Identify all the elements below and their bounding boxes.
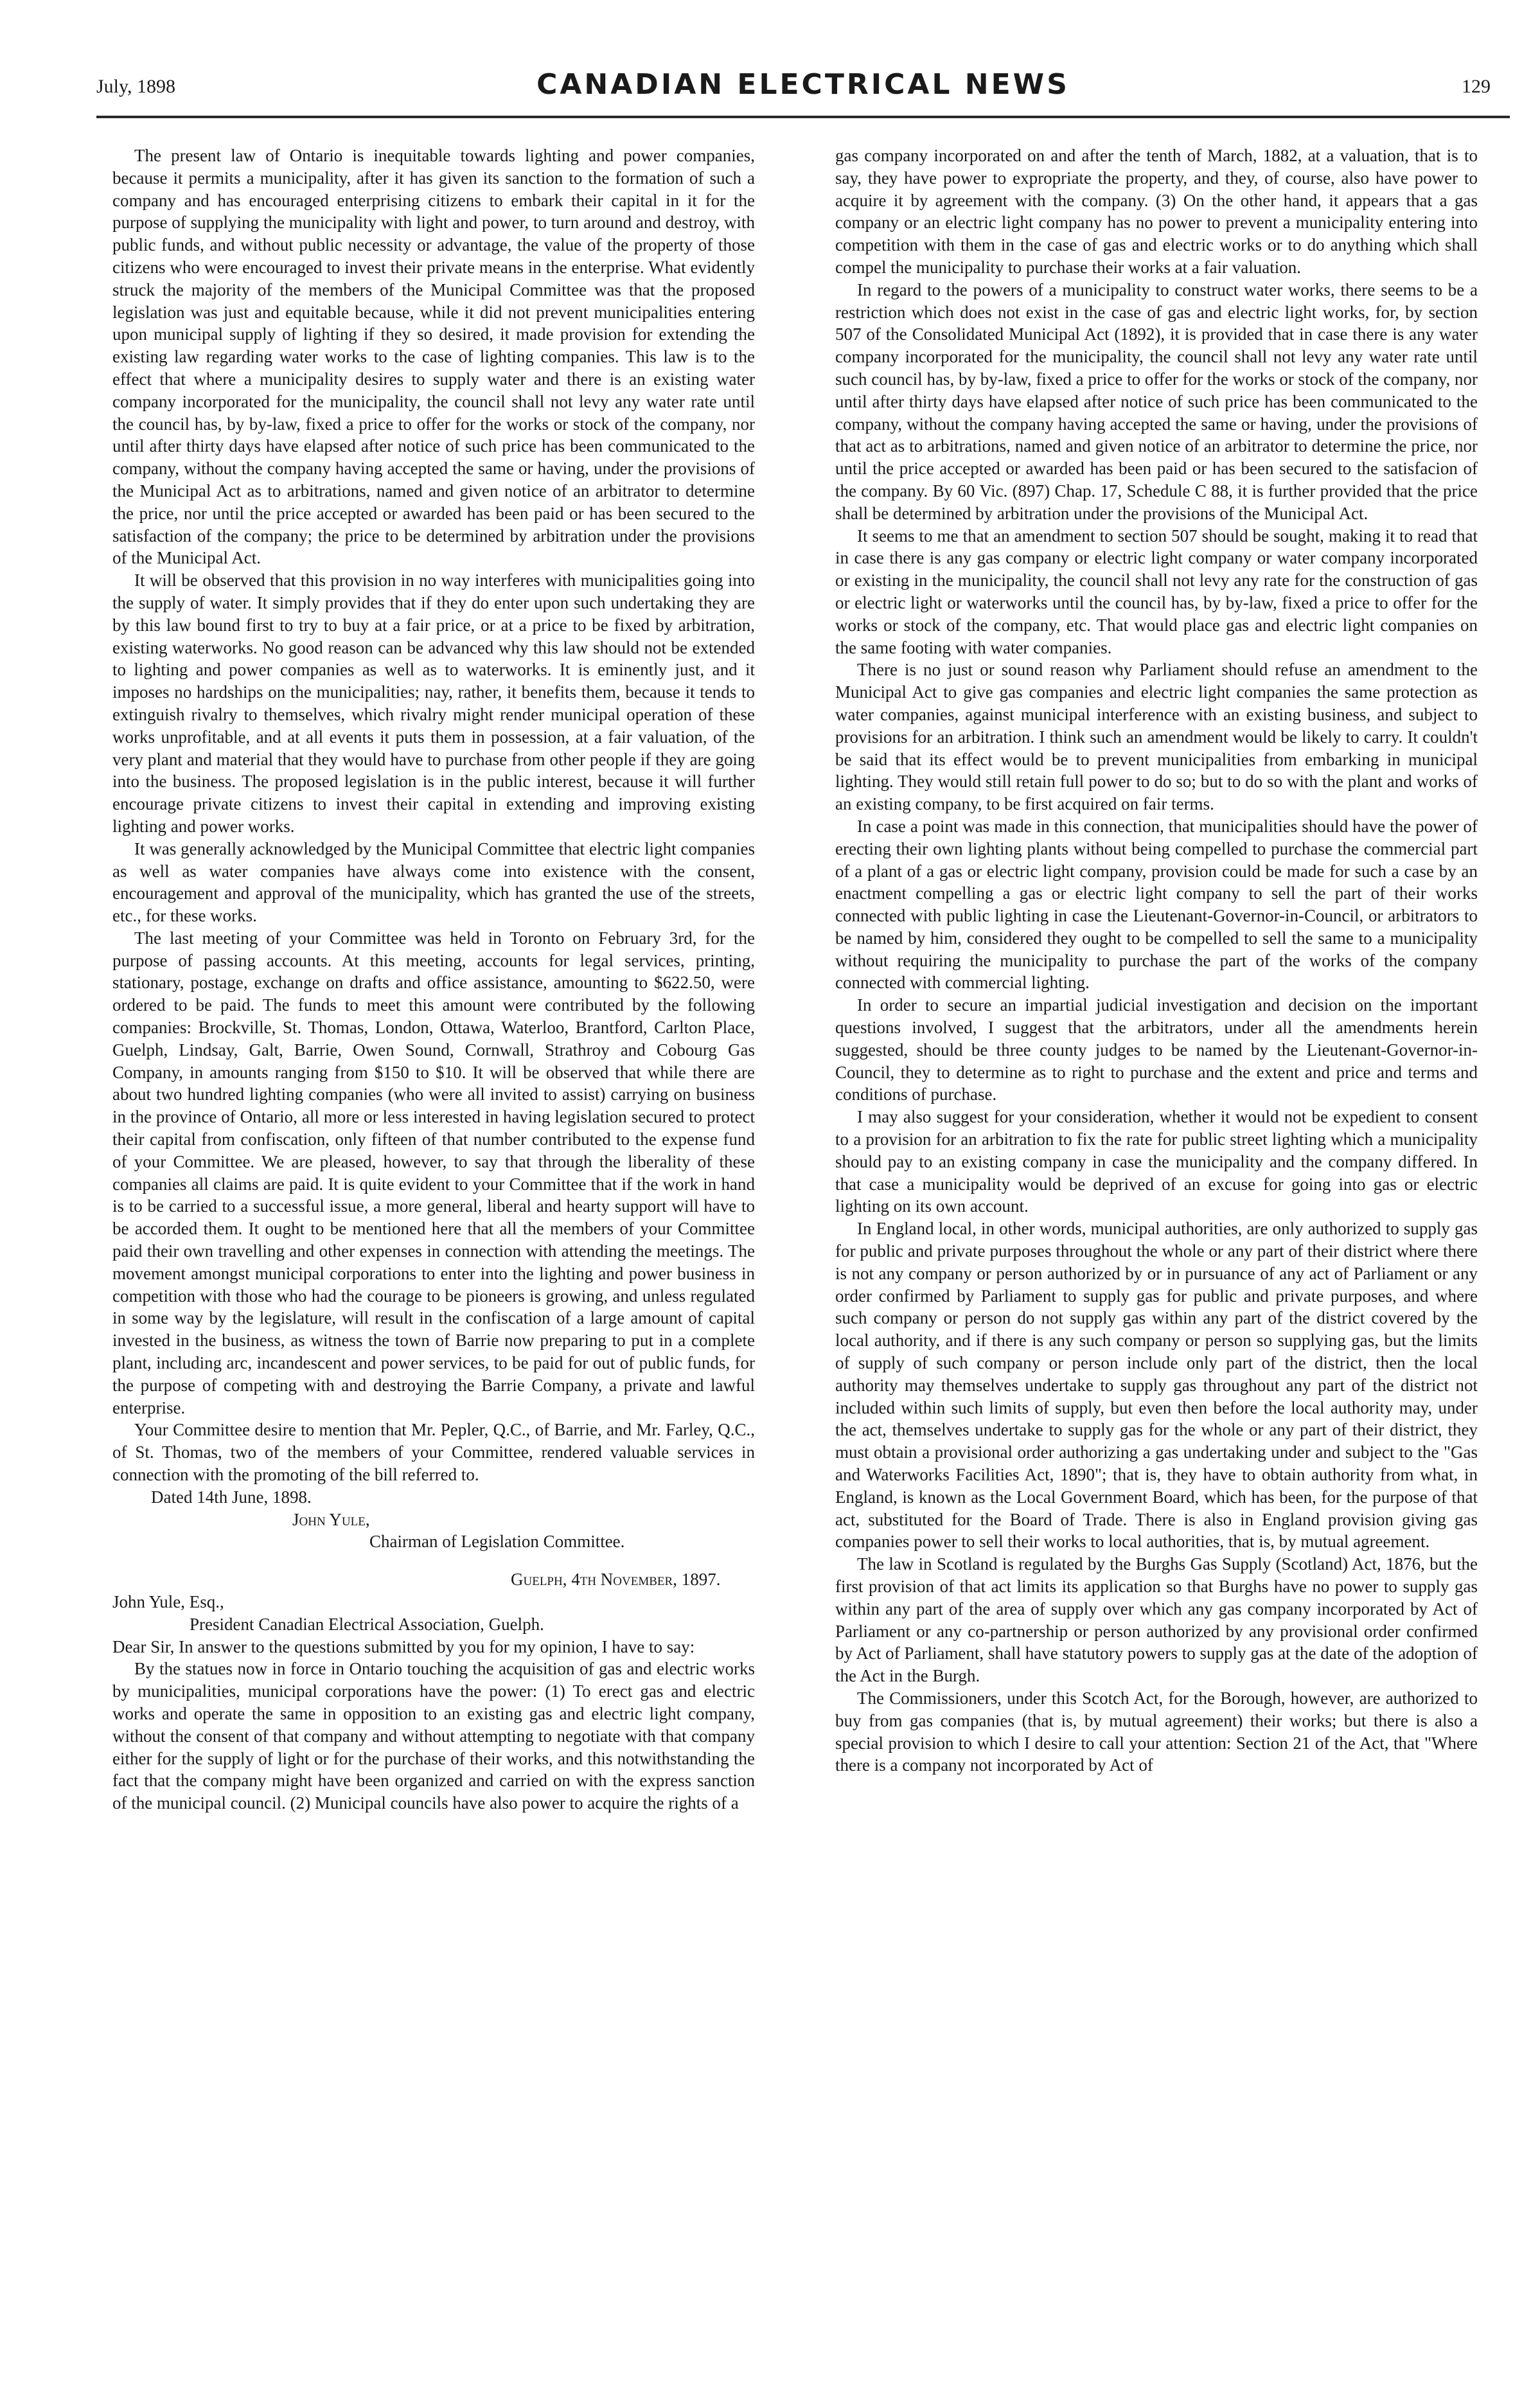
paragraph: gas company incorporated on and after the tenth of March, 1882, at a valuation, that is to say, they have power to expropriate the property, and they, of course, also have power to acquire it by agreement with the company. (3) On the other hand, it appears that a gas company or an electric light company has no power to prevent a municipality entering into competition with them in the case of gas and electric works or to do anything which shall compel the municipality to purchase their works at a fair valuation. — [835, 146, 1478, 277]
paragraph: There is no just or sound reason why Parliament should refuse an amendment to the Municipal Act to give gas companies and electric light companies the same protection as water companies, against municipal interference with an existing business, and subject to provisions for an arbitration. I think such an amendment would be likely to carry. It couldn't be said that its effect would be to prevent municipalities from embarking in municipal lighting. They would still retain full power to do so; but to do so with the plant and works of an existing company, to be first acquired on fair terms. — [835, 660, 1478, 814]
paragraph: Your Committee desire to mention that Mr. Pepler, Q.C., of Barrie, and Mr. Farley, Q.C., of St. Thomas, two of the members of your Committee, rendered valuable services in connection with the promoting of the bill referred to. — [112, 1420, 755, 1485]
publication-title: CANADIAN ELECTRICAL NEWS — [536, 68, 1070, 101]
paragraph: It seems to me that an amendment to section 507 should be sought, making it to read that in case there is any gas company or electric light company or water company incorporated or existing in the municipality, the council shall not levy any rate for the construction of gas or electric light or waterworks until the council has, by by-law, fixed a price to offer for the works or stock of the company, etc. That would place gas and electric light companies on the same footing with water companies. — [835, 526, 1478, 657]
letter-salutation: Dear Sir, In answer to the questions submitted by you for my opinion, I have to say: — [112, 1636, 695, 1656]
left-column — [112, 145, 755, 2348]
paragraph: The last meeting of your Committee was held in Toronto on February 3rd, for the purpose of passing accounts. At this meeting, accounts for legal services, printing, stationary, postage, exchange on drafts and office assistance, amounting to $622.50, were ordered to be paid. The funds to meet this amount were contributed by the following companies: Brockville, St. Thomas, London, Ottawa, Waterloo, Brantford, Carlton Place, Guelph, Lindsay, Galt, Barrie, Owen Sound, Cornwall, Strathroy and Cobourg Gas Company, in amounts ranging from $150 to $10. It will be observed that while there are about two hundred lighting companies (who were all invited to assist) carrying on business in the province of Ontario, all more or less interested in having legislation secured to protect their capital from confiscation, only fifteen of that number contributed to the expense fund of your Committee. We are pleased, however, to say that through the liberality of these companies all claims are paid. It is quite evident to your Committee that if the work in hand is to be carried to a successful issue, a more general, liberal and hearty support will have to be accorded them. It ought to be mentioned here that all the members of your Committee paid their own travelling and other expenses in connection with attending the meetings. The movement amongst municipal corporations to enter into the lighting and power business in competition with those who had the courage to be pioneers is growing, and unless regulated in some way by the legislature, will result in the confiscation of a large amount of capital invested in the business, as witness the town of Barrie now preparing to put in a complete plant, including arc, incandescent and power services, to be paid for out of public funds, for the purpose of competing with and destroying the Barrie Company, a private and lawful enterprise. — [112, 928, 755, 1417]
signature-date: Dated 14th June, 1898. — [151, 1487, 312, 1507]
page-header — [96, 64, 1510, 116]
letter-addressee-title: President Canadian Electrical Association, Guelph. — [190, 1614, 544, 1634]
paragraph: The present law of Ontario is inequitable towards lighting and power companies, because it permits a municipality, after it has given its sanction to the formation of such a company and has encouraged enterprising citizens to embark their capital in it for the purpose of supplying the municipality with light and power, to turn around and destroy, with public funds, and without public necessity or advantage, the value of the property of those citizens who were encouraged to invest their private means in the enterprise. What evidently struck the majority of the members of the Municipal Committee was that the proposed legislation was just and equitable because, while it did not prevent municipalities entering upon municipal supply of lighting if they so desired, it made provision for extending the existing law regarding water works to the case of lighting companies. This law is to the effect that where a municipality desires to supply water and there is an existing water company incorporated for the municipality, the council shall not levy any water rate until the council has, by by-law, fixed a price to offer for the works or stock of the company, nor until after thirty days have elapsed after notice of such price has been communicated to the company, without the company having accepted the same or having, under the provisions of the Municipal Act as to arbitrations, named and given notice of an arbitrator to determine the price, nor until the price accepted or awarded has been paid or has been secured to the satisfaction of the company; the price to be determined by arbitration under the provisions of the Municipal Act. — [112, 146, 755, 568]
letter-addressee: John Yule, Esq., — [112, 1592, 224, 1611]
paragraph: In order to secure an impartial judicial investigation and decision on the important questions involved, I suggest that the arbitrators, under all the amendments herein suggested, should be three county judges to be named by the Lieutenant-Governor-in-Council, they to determine as to right to purchase and the extent and price and terms and conditions of purchase. — [835, 995, 1478, 1104]
paragraph: In case a point was made in this connection, that municipalities should have the power of erecting their own lighting plants without being compelled to purchase the commercial part of a plant of a gas or electric light company, provision could be made for such a case by an enactment compelling a gas or electric light company to sell the part of their works connected with public lighting in case the Lieutenant-Governor-in-Council, or arbitrators to be named by him, considered they ought to be compelled to sell the same to a municipality without requiring the municipality to purchase the part of the works of the company connected with commercial lighting. — [835, 816, 1478, 993]
letter-dateline: Guelph, 4th November, 1897. — [511, 1570, 721, 1590]
page-number: 129 — [1462, 76, 1491, 97]
paragraph: By the statues now in force in Ontario touching the acquisition of gas and electric works by municipalities, municipal corporations have the power: (1) To erect gas and electric works and operate the same in opposition to an existing gas and electric light company, without the consent of that company and without attempting to negotiate with that company either for the supply of light or for the purchase of their works, and this notwithstanding the fact that the company might have been organized and carried on with the express sanction of the municipal council. (2) Municipal councils have also power to acquire the rights of a — [112, 1659, 755, 1813]
paragraph: In regard to the powers of a municipality to construct water works, there seems to be a restriction which does not exist in the case of gas and electric light works, for, by section 507 of the Consolidated Municipal Act (1892), it is provided that in case there is any water company incorporated for the municipality, the council shall not levy any water rate until such council has, by by-law, fixed a price to offer for the works or stock of the company, nor until after thirty days have elapsed after notice of such price has been communicated to the company, without the company having accepted the same or having, under the provisions of that act as to arbitrations, named and given notice of an arbitrator to determine the price, nor until the price accepted or awarded has been paid or has been secured to the satisfacion of the company. By 60 Vic. (897) Chap. 17, Schedule C 88, it is further provided that the price shall be determined by arbitration under the provisions of the Municipal Act. — [835, 279, 1478, 523]
paragraph: The law in Scotland is regulated by the Burghs Gas Supply (Scotland) Act, 1876, but the first provision of that act limits its application so that Burghs have no power to supply gas within any part of the area of supply over which any gas company incorporated by Act of Parliament or any co-partnership or person authorized by any provisional order confirmed by Act of Parliament, shall have statutory powers to supply gas at the date of the adoption of the Act in the Burgh. — [835, 1554, 1478, 1686]
right-column — [835, 145, 1478, 2348]
paragraph: The Commissioners, under this Scotch Act, for the Borough, however, are authorized to buy from gas companies (that is, by mutual agreement) their works; but there is also a special provision to which I desire to call your attention: Section 21 of the Act, that "Where there is a company not incorporated by Act of — [835, 1688, 1478, 1775]
paragraph: It will be observed that this provision in no way interferes with municipalities going into the supply of water. It simply provides that if they do enter upon such undertaking they are by this law bound first to try to buy at a fair price, or at a price to be fixed by arbitration, existing waterworks. No good reason can be advanced why this law should not be extended to lighting and power companies as well as to waterworks. It is eminently just, and it imposes no hardships on the municipalities; nay, rather, it benefits them, because it tends to extinguish rivalry to themselves, which rivalry might render municipal operation of these works unprofitable, and at all events it puts them in possession, at a fair valuation, of the very plant and material that they would have to purchase from other people if they are going into the business. The proposed legislation is in the public interest, because it will further encourage private citizens to invest their capital in extending and improving existing lighting and power works. — [112, 571, 755, 836]
paragraph: I may also suggest for your consideration, whether it would not be expedient to consent to a provision for an arbitration to fix the rate for public street lighting which a municipality should pay to an existing company in case the municipality and the company differed. In that case a municipality would be deprived of an excuse for going into gas or electric lighting on its own account. — [835, 1107, 1478, 1216]
paragraph: It was generally acknowledged by the Municipal Committee that electric light companies as well as water companies have always come into existence with the consent, encouragement and approval of the municipality, which has granted the use of the streets, etc., for these works. — [112, 838, 755, 926]
issue-date: July, 1898 — [96, 76, 176, 97]
signature-name: John Yule, — [292, 1509, 370, 1529]
signature-title: Chairman of Legislation Committee. — [369, 1532, 625, 1552]
paragraph: In England local, in other words, municipal authorities, are only authorized to supply gas for public and private purposes throughout the whole or any part of their district where there is not any company or person authorized by or in pursuance of any act of Parliament or any order confirmed by Parliament to supply gas for public and private purposes, and where such company or person do not supply gas within any part of the district covered by the local authority, and if there is any such company or person so supplying gas, but the limits of supply of such company or person include only part of the district, then the local authority may themselves undertake to supply gas throughout any part of the district not included within such limits of supply, but even then before the local authority may, under the act, themselves undertake to supply gas for the whole or any part of their district, they must obtain a provisional order authorizing a gas undertaking under and subject to the "Gas and Waterworks Facilities Act, 1890"; that is, they have to obtain authority from what, in England, is known as the Local Government Board, which has been, for the purpose of that act, substituted for the Board of Trade. There is also in England provision giving gas companies power to sell their works to local authorities, that is, by mutual agreement. — [835, 1219, 1478, 1552]
header-rule — [96, 116, 1510, 118]
